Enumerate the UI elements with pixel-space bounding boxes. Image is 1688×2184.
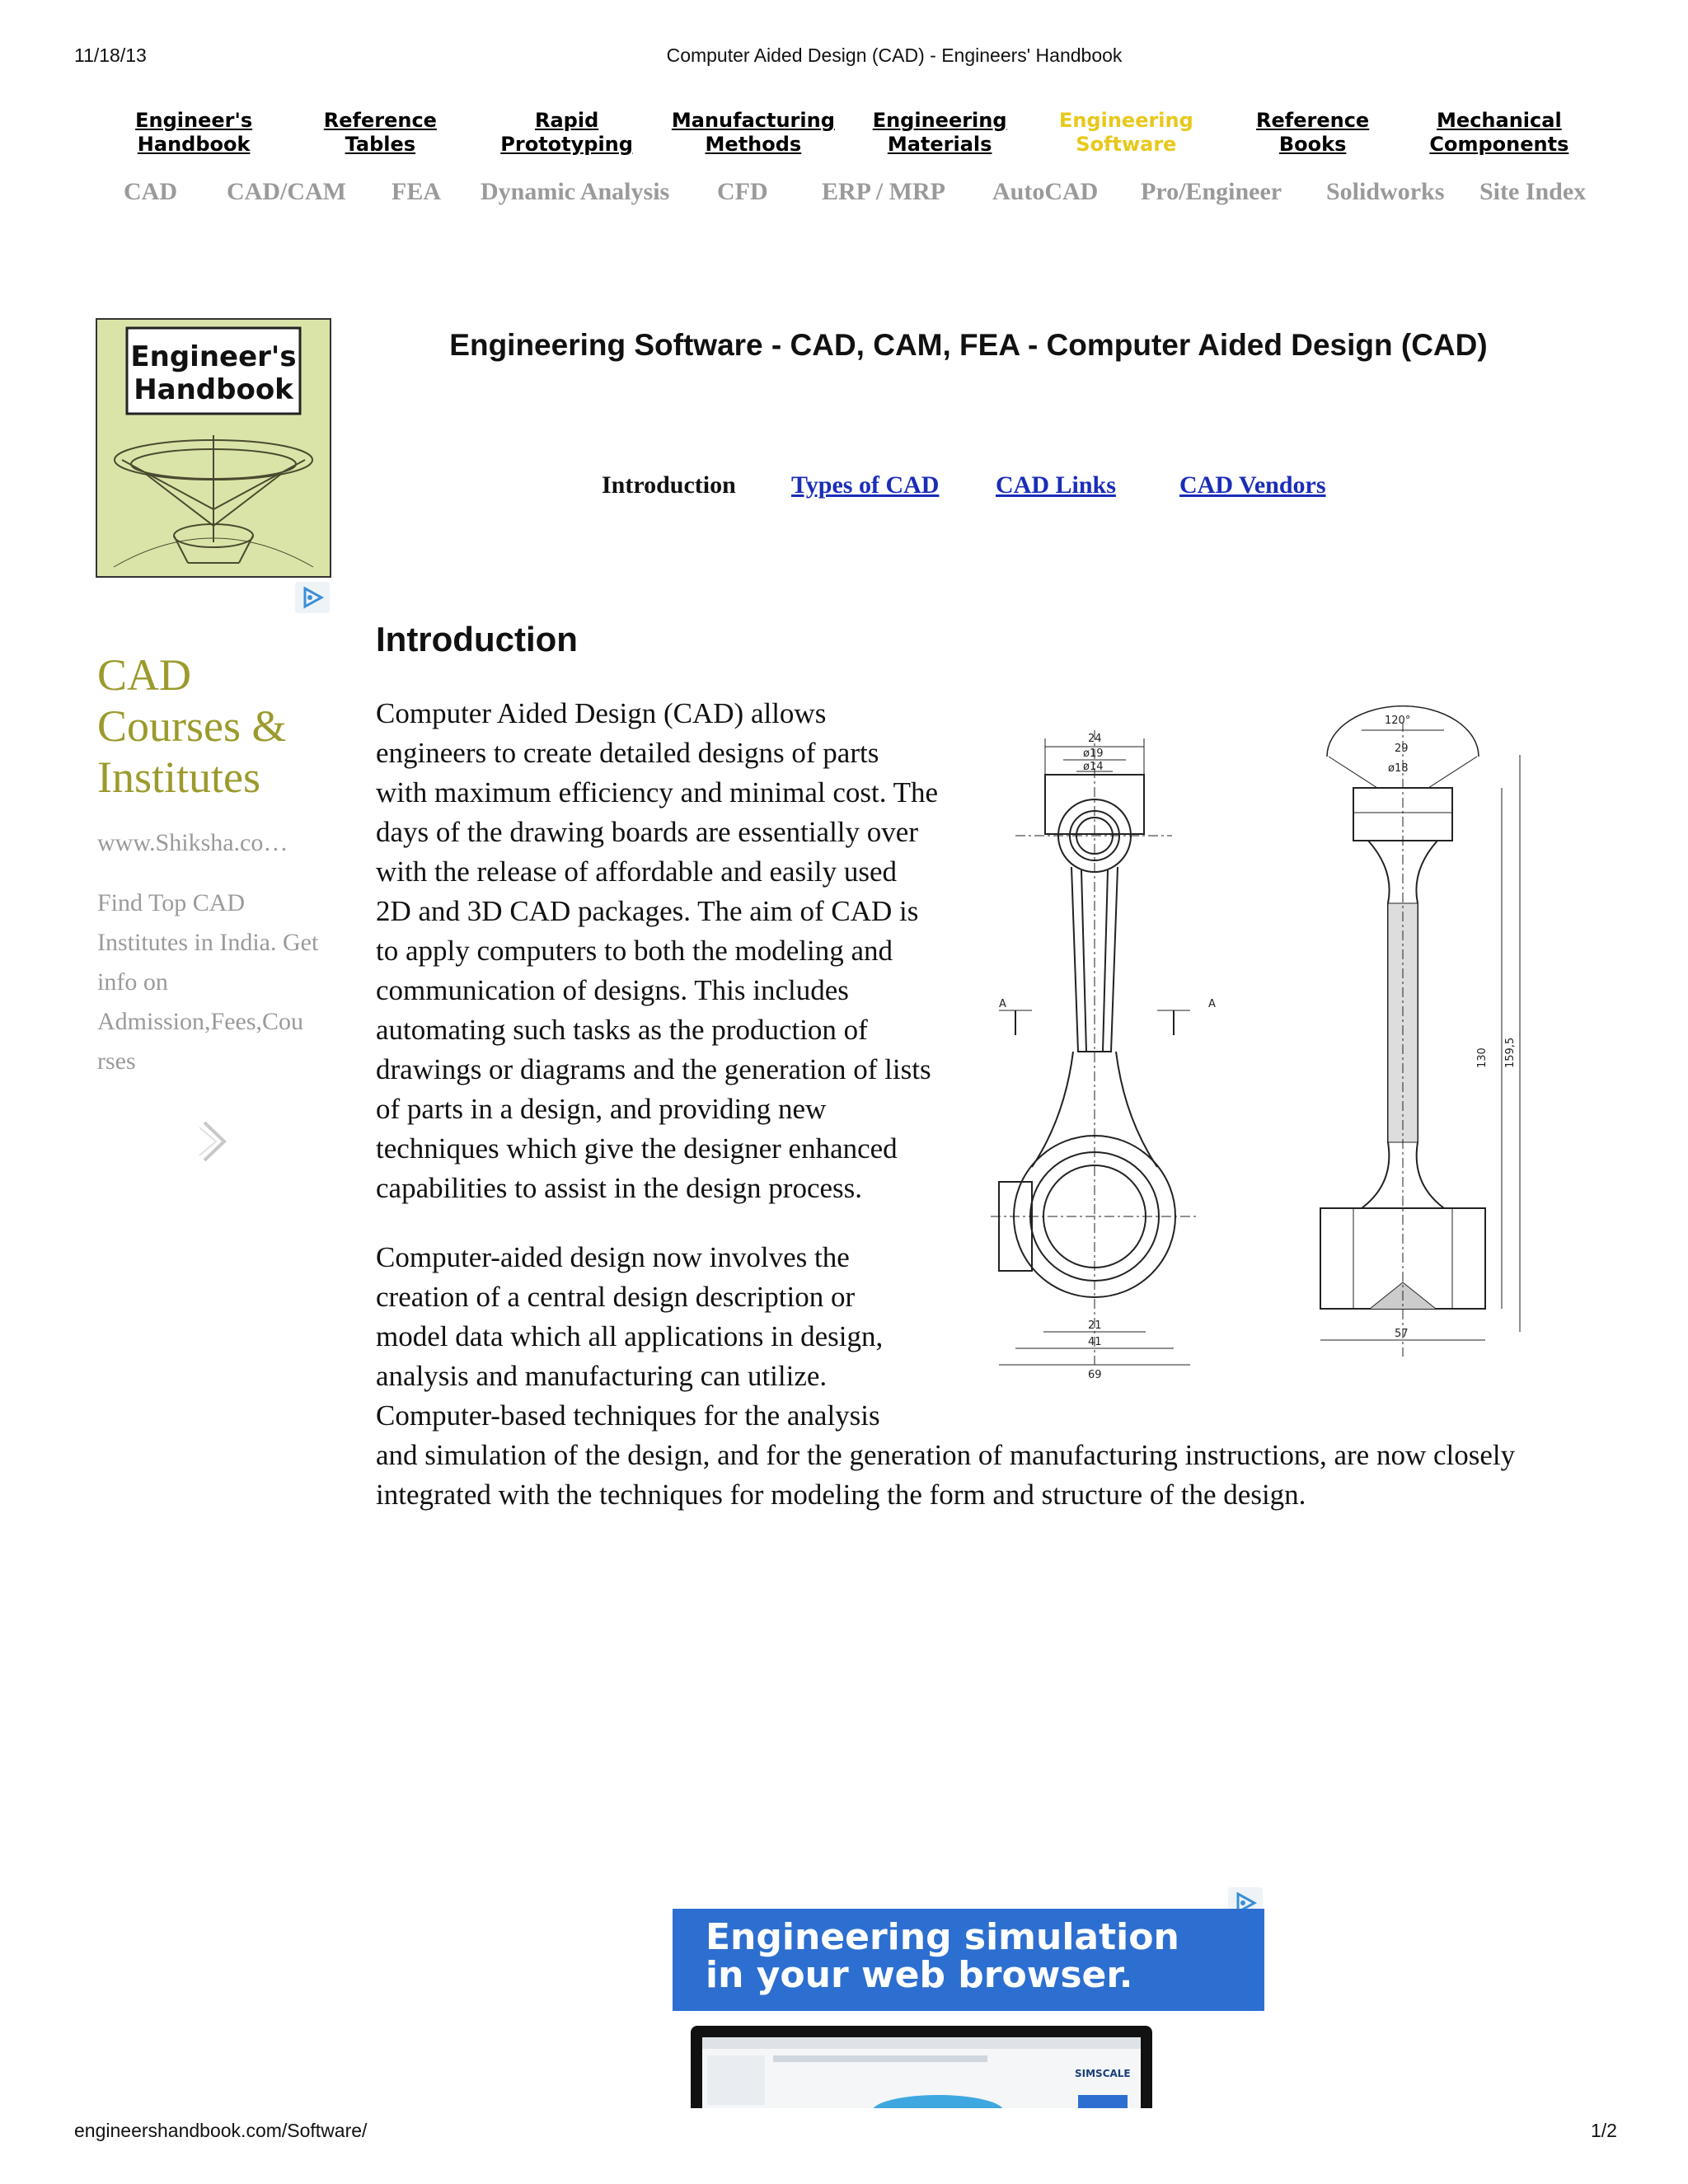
svg-text:ø18: ø18 bbox=[1388, 762, 1409, 775]
svg-text:ø19: ø19 bbox=[1083, 748, 1104, 760]
nav-engineering-materials[interactable]: Engineering Materials bbox=[872, 109, 1007, 156]
svg-text:Handbook: Handbook bbox=[134, 373, 293, 406]
svg-text:57: 57 bbox=[1395, 1328, 1409, 1340]
section-tabs bbox=[602, 471, 1343, 504]
subnav-cfd[interactable]: CFD bbox=[717, 178, 768, 205]
svg-text:A: A bbox=[1208, 998, 1216, 1010]
print-date: 11/18/13 bbox=[74, 45, 147, 66]
section-heading: Introduction bbox=[376, 620, 578, 658]
svg-text:159,5: 159,5 bbox=[1504, 1037, 1517, 1068]
sidebar-ad-title[interactable]: CAD Courses & Institutes bbox=[97, 650, 287, 802]
tab-types-of-cad[interactable]: Types of CAD bbox=[791, 471, 940, 499]
tab-introduction: Introduction bbox=[602, 471, 736, 499]
print-url: engineershandbook.com/Software/ bbox=[74, 2120, 368, 2141]
handbook-logo[interactable] bbox=[96, 318, 331, 578]
svg-text:69: 69 bbox=[1088, 1369, 1102, 1381]
subnav-pro-engineer[interactable]: Pro/Engineer bbox=[1141, 178, 1282, 205]
page-title: Engineering Software - CAD, CAM, FEA - Computer Aided Design (CAD) bbox=[449, 328, 1488, 362]
helicopter-sketch-image bbox=[97, 320, 330, 576]
svg-text:24: 24 bbox=[1088, 733, 1102, 745]
svg-text:Engineer's: Engineer's bbox=[130, 340, 297, 373]
nav-rapid-prototyping[interactable]: Rapid Prototyping bbox=[500, 109, 633, 156]
subnav-autocad[interactable]: AutoCAD bbox=[992, 178, 1099, 205]
svg-text:A: A bbox=[999, 998, 1006, 1010]
intro-paragraph-2: Computer-aided design now involves the creation of a central design description or model data which all applications in design, analysis and manufacturing can utilize. Computer-based techniques for the analysis and simulation of the design, and for the generation of manufacturing instructions, are now closely integrated with the techniques for modeling the form and structure of the design. bbox=[376, 1241, 1516, 1511]
subnav-erp-mrp[interactable]: ERP / MRP bbox=[822, 178, 945, 205]
print-page-number: 1/2 bbox=[1591, 2120, 1617, 2141]
rod-front-view bbox=[991, 730, 1216, 1381]
svg-text:41: 41 bbox=[1088, 1336, 1102, 1348]
nav-reference-tables[interactable]: Reference Tables bbox=[323, 109, 437, 156]
svg-text:ø14: ø14 bbox=[1083, 761, 1104, 773]
svg-text:21: 21 bbox=[1088, 1319, 1102, 1332]
simulation-ad-screenshot[interactable] bbox=[691, 2026, 1152, 2108]
subnav-dynamic-analysis[interactable]: Dynamic Analysis bbox=[481, 178, 670, 205]
connecting-rod-drawing bbox=[966, 705, 1526, 1399]
nav-mechanical-components[interactable]: Mechanical Components bbox=[1429, 109, 1569, 156]
svg-text:130: 130 bbox=[1476, 1047, 1489, 1068]
subnav-site-index[interactable]: Site Index bbox=[1479, 178, 1587, 205]
main-nav bbox=[101, 109, 1592, 162]
sidebar-ad-description[interactable]: Find Top CAD Institutes in India. Get info on Admission,Fees,Cou rses bbox=[97, 889, 319, 1075]
subnav-solidworks[interactable]: Solidworks bbox=[1326, 178, 1445, 205]
subnav-cad-cam[interactable]: CAD/CAM bbox=[227, 178, 346, 205]
rod-side-view bbox=[1320, 706, 1520, 1357]
nav-reference-books[interactable]: Reference Books bbox=[1256, 109, 1370, 156]
print-page-title: Computer Aided Design (CAD) - Engineers' Handbook bbox=[666, 45, 1123, 66]
subnav-fea[interactable]: FEA bbox=[392, 178, 441, 205]
nav-engineers-handbook[interactable]: Engineer's Handbook bbox=[135, 109, 253, 156]
simulation-ad-headline[interactable]: Engineering simulation in your web browser. bbox=[706, 1916, 1179, 1996]
subnav-cad[interactable]: CAD bbox=[124, 178, 177, 205]
adchoices-icon[interactable] bbox=[295, 582, 330, 613]
nav-manufacturing-methods[interactable]: Manufacturing Methods bbox=[671, 109, 835, 156]
chevron-right-icon[interactable] bbox=[198, 1119, 231, 1164]
svg-text:SIMSCALE: SIMSCALE bbox=[1075, 2068, 1131, 2079]
sidebar-ad-url[interactable]: www.Shiksha.co… bbox=[97, 829, 288, 856]
svg-text:120°: 120° bbox=[1385, 715, 1411, 727]
sub-nav bbox=[124, 178, 1591, 211]
tab-cad-vendors[interactable]: CAD Vendors bbox=[1179, 471, 1326, 499]
svg-text:29: 29 bbox=[1395, 743, 1409, 755]
intro-paragraph-1: Computer Aided Design (CAD) allows engineers to create detailed designs of parts with maximum efficiency and minimal cost. The days of the drawing boards are essentially over with the release of affordable and easily used 2D and 3D CAD packages. The aim of CAD is to apply computers to both the modeling and communication of designs. This includes automating such tasks as the production of drawings or diagrams and the generation of lists of parts in a design, and providing new techniques which give the designer enhanced capabilities to assist in the design process. bbox=[376, 697, 939, 1204]
nav-engineering-software[interactable]: Engineering Software bbox=[1058, 109, 1193, 156]
tab-cad-links[interactable]: CAD Links bbox=[996, 471, 1116, 499]
